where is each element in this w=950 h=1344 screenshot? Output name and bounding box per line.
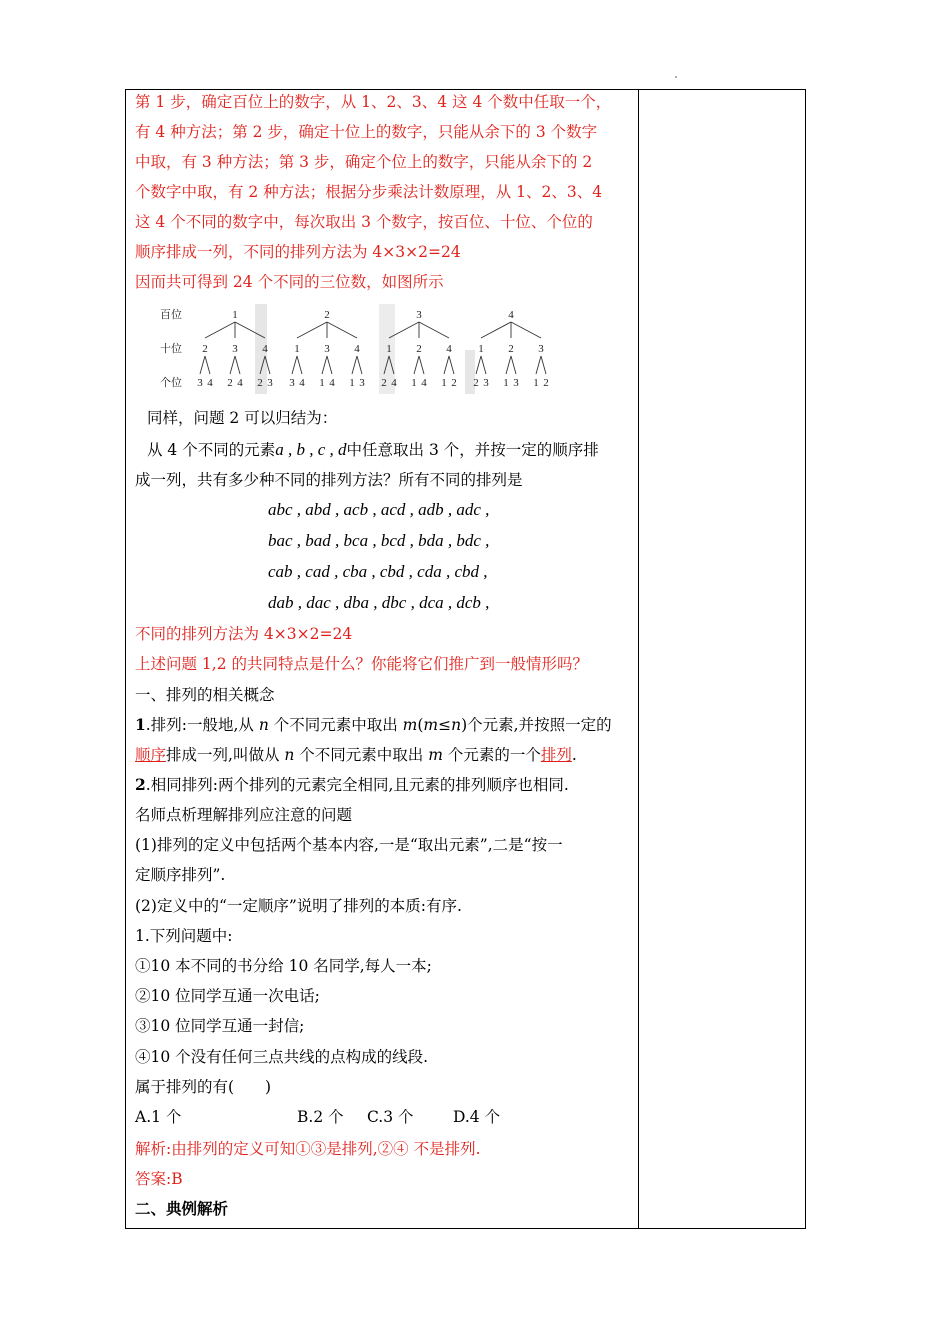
text-line: 个数字中取，有 2 种方法；根据分步乘法计数原理，从 1、2、3、4 bbox=[135, 183, 603, 201]
tree-tens-digit: 1 bbox=[478, 343, 484, 355]
underlined-term: 顺序 bbox=[135, 746, 167, 764]
tree-units-digit: 1 bbox=[349, 377, 355, 389]
question-stem: 属于排列的有( ) bbox=[135, 1078, 272, 1096]
tree-branch bbox=[357, 356, 362, 374]
tree-tens-digit: 3 bbox=[538, 343, 544, 355]
tree-branch bbox=[327, 322, 357, 338]
tree-units-digit: 1 bbox=[503, 377, 509, 389]
var-n: n bbox=[284, 746, 295, 764]
tree-units-digit: 4 bbox=[421, 377, 427, 389]
permutation-row: cab , cad , cba , cbd , cda , cbd , bbox=[268, 562, 488, 581]
text-span: )个元素,并按照一定的 bbox=[461, 716, 612, 734]
text-line: 第 1 步，确定百位上的数字，从 1、2、3、4 这 4 个数中任取一个， bbox=[135, 93, 612, 111]
tree-units-digit: 3 bbox=[197, 377, 203, 389]
tree-branch bbox=[449, 356, 454, 374]
tree-tens-digit: 1 bbox=[294, 343, 300, 355]
text-span: ≤ bbox=[438, 716, 452, 734]
text-span: 个不同元素中取出 bbox=[294, 746, 429, 764]
tree-units-digit: 3 bbox=[267, 377, 273, 389]
question-item: ③10 位同学互通一封信; bbox=[135, 1017, 305, 1035]
def-number: 1 bbox=[135, 715, 146, 734]
tree-tens-digit: 2 bbox=[508, 343, 514, 355]
text-line: 定顺序排列”. bbox=[135, 866, 226, 884]
var-m: m bbox=[402, 716, 418, 734]
tree-units-digit: 2 bbox=[257, 377, 263, 389]
tree-branch bbox=[235, 356, 240, 374]
tree-units-digit: 1 bbox=[411, 377, 417, 389]
section-heading: 一、排列的相关概念 bbox=[135, 686, 275, 704]
tree-branch bbox=[414, 356, 419, 374]
permutation-row: bac , bad , bca , bcd , bda , bdc , bbox=[268, 531, 490, 550]
text-span: ( bbox=[417, 716, 424, 734]
content-table bbox=[125, 89, 806, 1229]
tree-row-label: 十位 bbox=[160, 343, 182, 355]
tree-tens-digit: 3 bbox=[232, 343, 238, 355]
text-line bbox=[147, 440, 599, 460]
tree-units-digit: 4 bbox=[299, 377, 305, 389]
tree-branch bbox=[205, 356, 210, 374]
page-dot bbox=[675, 76, 677, 78]
underlined-term: 排列 bbox=[540, 746, 572, 764]
tree-branch bbox=[481, 356, 486, 374]
tree-tens-digit: 2 bbox=[416, 343, 422, 355]
text-span: 个不同元素中取出 bbox=[268, 716, 403, 734]
text-span: 从 4 个不同的元素 bbox=[147, 441, 276, 459]
var-n: n bbox=[258, 716, 269, 734]
tree-tens-digit: 1 bbox=[386, 343, 392, 355]
question-item: ②10 位同学互通一次电话; bbox=[135, 987, 320, 1005]
tree-units-digit: 4 bbox=[391, 377, 397, 389]
tree-diagram bbox=[155, 302, 575, 396]
tree-units-digit: 1 bbox=[319, 377, 325, 389]
text-line: 同样，问题 2 可以归结为： bbox=[147, 409, 338, 427]
permutation-row: abc , abd , acb , acd , adb , adc , bbox=[268, 500, 490, 519]
tree-branch bbox=[327, 356, 332, 374]
tree-units-digit: 1 bbox=[533, 377, 539, 389]
text-line: 成一列，共有多少种不同的排列方法？所有不同的排列是 bbox=[135, 471, 523, 489]
var-m: m bbox=[428, 746, 443, 764]
tree-branch bbox=[200, 356, 205, 374]
section-heading: 二、典例解析 bbox=[135, 1199, 229, 1218]
option-b: B.2 个 bbox=[297, 1108, 344, 1126]
tree-branch bbox=[476, 356, 481, 374]
question-title: 1.下列问题中: bbox=[135, 927, 233, 945]
option-a: A.1 个 bbox=[135, 1108, 182, 1126]
tree-units-digit: 3 bbox=[359, 377, 365, 389]
tree-branch bbox=[506, 356, 511, 374]
tree-row-label: 个位 bbox=[160, 377, 182, 389]
tree-units-digit: 2 bbox=[227, 377, 233, 389]
text-line: 顺序排成一列，不同的排列方法为 4×3×2=24 bbox=[135, 243, 461, 261]
column-divider bbox=[638, 90, 639, 1228]
tree-units-digit: 2 bbox=[473, 377, 479, 389]
text-line: 名师点析理解排列应注意的问题 bbox=[135, 806, 353, 824]
tree-units-digit: 1 bbox=[441, 377, 447, 389]
tree-row-label: 百位 bbox=[160, 309, 182, 321]
tree-branch bbox=[322, 356, 327, 374]
tree-units-digit: 4 bbox=[237, 377, 243, 389]
permutation-row: dab , dac , dba , dbc , dca , dcb , bbox=[268, 593, 490, 612]
tree-hundreds-digit: 2 bbox=[324, 309, 330, 321]
tree-branch bbox=[444, 356, 449, 374]
var-m: m bbox=[423, 716, 439, 734]
tree-hundreds-digit: 4 bbox=[508, 309, 514, 321]
tree-units-digit: 2 bbox=[543, 377, 549, 389]
tree-branch bbox=[419, 356, 424, 374]
tree-branch bbox=[481, 322, 511, 338]
text-line: 上述问题 1,2 的共同特点是什么？你能将它们推广到一般情形吗？ bbox=[135, 655, 589, 673]
math-elements: a , b , c , d bbox=[275, 440, 347, 459]
tree-branch bbox=[352, 356, 357, 374]
text-line: 中取，有 3 种方法；第 3 步，确定个位上的数字，只能从余下的 2 bbox=[135, 153, 593, 171]
text-span: 排成一列,叫做从 bbox=[166, 746, 285, 764]
text-line: 有 4 种方法；第 2 步，确定十位上的数字，只能从余下的 3 个数字 bbox=[135, 123, 598, 141]
text-span: .排列:一般地,从 bbox=[145, 716, 259, 734]
def-number: 2 bbox=[135, 775, 146, 794]
text-line: (2)定义中的“一定顺序”说明了排列的本质:有序. bbox=[135, 897, 462, 915]
option-c: C.3 个 bbox=[367, 1108, 414, 1126]
tree-branch bbox=[541, 356, 546, 374]
text-span: 中任意取出 3 个，并按一定的顺序排 bbox=[346, 441, 599, 459]
tree-branch bbox=[511, 322, 541, 338]
tree-branch bbox=[292, 356, 297, 374]
text-span: 个元素的一个 bbox=[442, 746, 541, 764]
tree-branch bbox=[205, 322, 235, 338]
tree-branch bbox=[419, 322, 449, 338]
tree-units-digit: 2 bbox=[381, 377, 387, 389]
text-line: 这 4 个不同的数字中，每次取出 3 个数字，按百位、十位、个位的 bbox=[135, 213, 593, 231]
tree-tens-digit: 4 bbox=[446, 343, 452, 355]
tree-tens-digit: 3 bbox=[324, 343, 330, 355]
definition-line bbox=[135, 775, 569, 795]
tree-branch bbox=[297, 356, 302, 374]
tree-units-digit: 2 bbox=[451, 377, 457, 389]
text-line: 不同的排列方法为 4×3×2=24 bbox=[135, 625, 353, 643]
tree-branch bbox=[536, 356, 541, 374]
text-line: (1)排列的定义中包括两个基本内容,一是“取出元素”,二是“按一 bbox=[135, 836, 563, 854]
tree-branch bbox=[511, 356, 516, 374]
tree-units-digit: 4 bbox=[329, 377, 335, 389]
tree-tens-digit: 4 bbox=[354, 343, 360, 355]
tree-branch bbox=[230, 356, 235, 374]
question-item: ①10 本不同的书分给 10 名同学,每人一本; bbox=[135, 957, 432, 975]
text-line: 因而共可得到 24 个不同的三位数，如图所示 bbox=[135, 273, 444, 291]
answer-line: 答案:B bbox=[135, 1170, 183, 1188]
tree-units-digit: 3 bbox=[289, 377, 295, 389]
tree-hundreds-digit: 1 bbox=[232, 309, 238, 321]
tree-tens-digit: 4 bbox=[262, 343, 268, 355]
tree-units-digit: 4 bbox=[207, 377, 213, 389]
var-n: n bbox=[451, 716, 462, 734]
analysis-line: 解析:由排列的定义可知①③是排列,②④ 不是排列. bbox=[135, 1140, 481, 1158]
tree-branch bbox=[297, 322, 327, 338]
tree-tens-digit: 2 bbox=[202, 343, 208, 355]
option-d: D.4 个 bbox=[453, 1108, 501, 1126]
tree-hundreds-digit: 3 bbox=[416, 309, 422, 321]
text-span: .相同排列:两个排列的元素完全相同,且元素的排列顺序也相同. bbox=[145, 776, 569, 794]
tree-units-digit: 3 bbox=[513, 377, 519, 389]
text-span: . bbox=[571, 746, 577, 764]
definition-line bbox=[135, 715, 612, 735]
tree-units-digit: 3 bbox=[483, 377, 489, 389]
question-item: ④10 个没有任何三点共线的点构成的线段. bbox=[135, 1048, 429, 1066]
definition-line bbox=[135, 745, 577, 765]
